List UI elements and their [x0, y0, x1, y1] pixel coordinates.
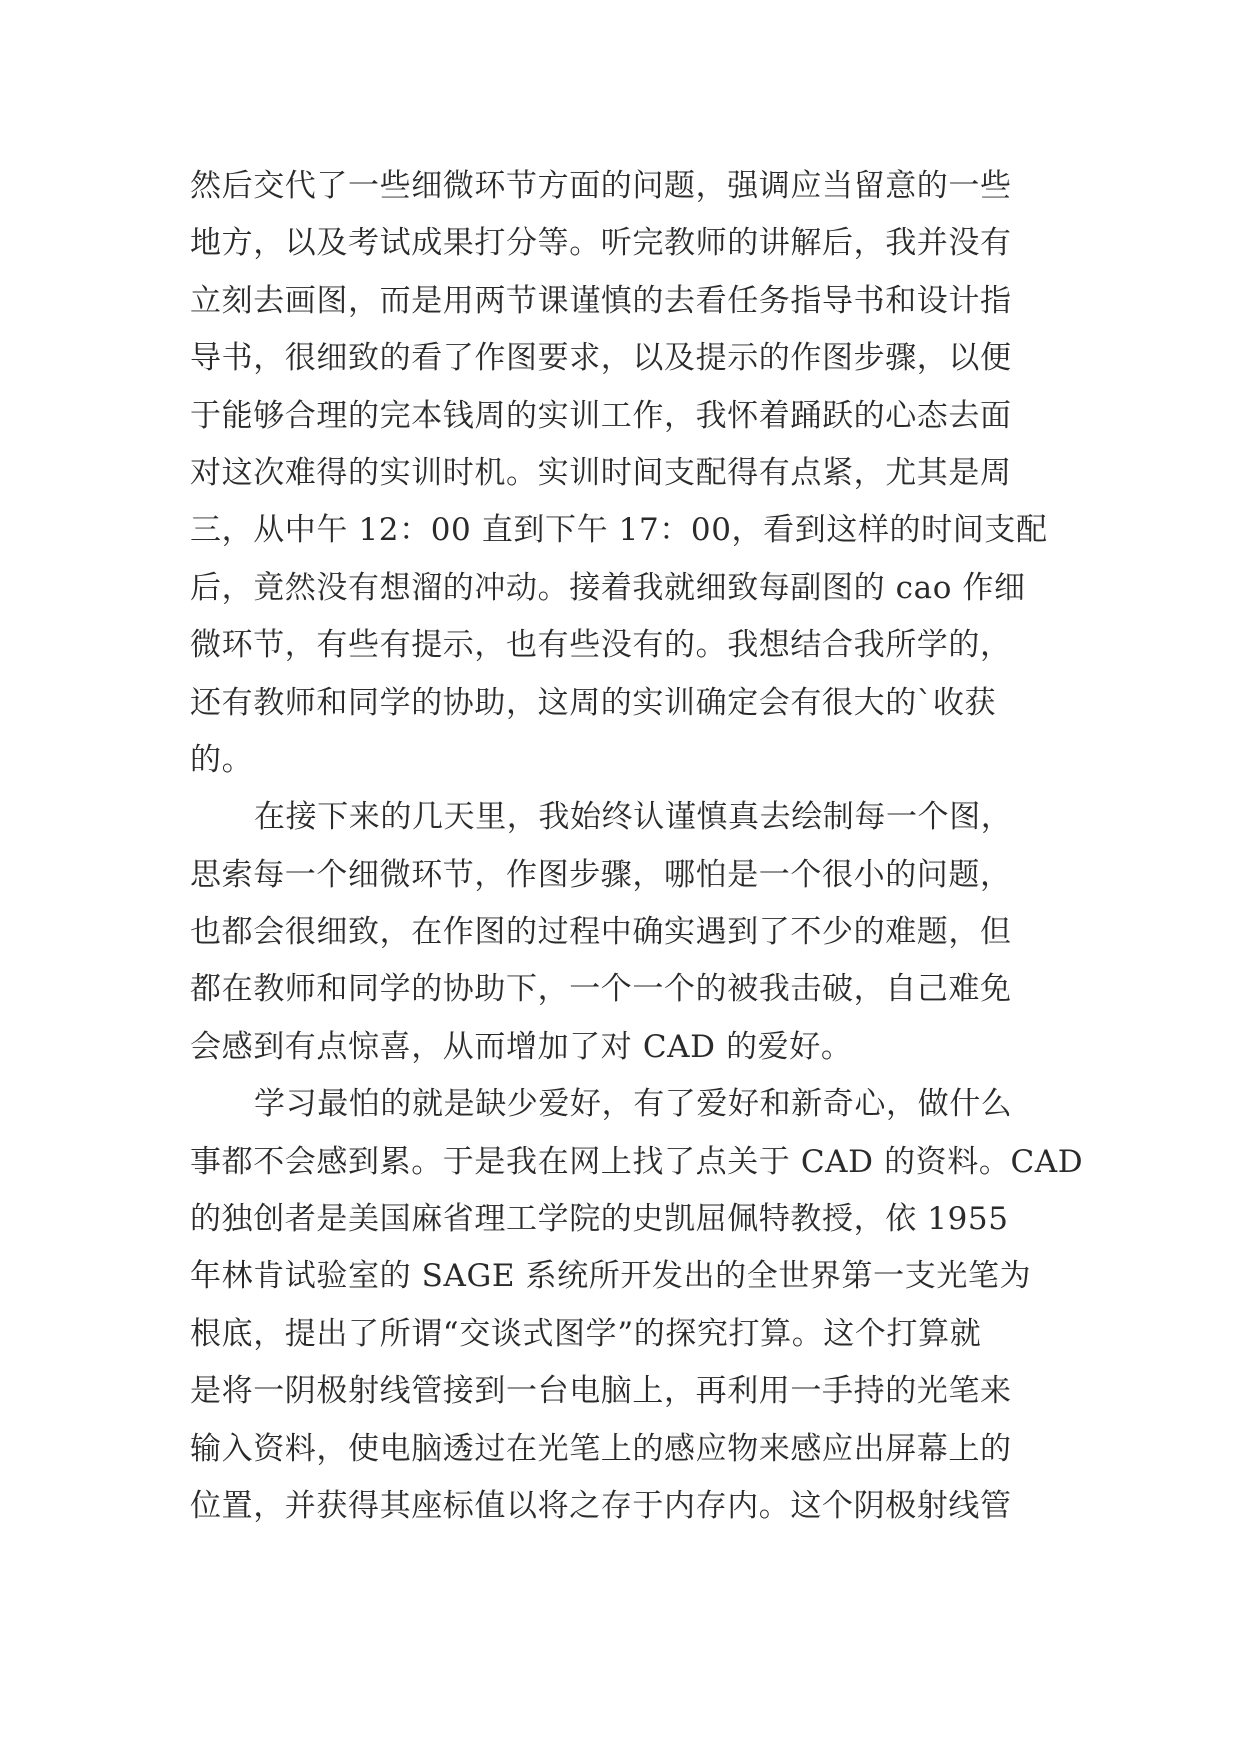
- paragraph-start-line: 学习最怕的就是缺少爱好，有了爱好和新奇心，做什么: [254, 1086, 1013, 1123]
- text-line: 年林肯试验室的 SAGE 系统所开发出的全世界第一支光笔为: [190, 1258, 1032, 1295]
- text-line: 后，竟然没有想溜的冲动。接着我就细致每副图的 cao 作细: [190, 569, 1026, 606]
- text-line: 然后交代了一些细微环节方面的问题，强调应当留意的一些: [190, 168, 1012, 204]
- text-line: 位置，并获得其座标值以将之存于内存内。这个阴极射线管: [190, 1487, 1012, 1524]
- text-line: 三，从中午 12：00 直到下午 17：00，看到这样的时间支配: [190, 512, 1048, 549]
- text-line: 都在教师和同学的协助下，一个一个的被我击破，自己难免: [190, 971, 1012, 1008]
- text-line: 输入资料，使电脑透过在光笔上的感应物来感应出屏幕上的: [190, 1430, 1012, 1467]
- text-line: 事都不会感到累。于是我在网上找了点关于 CAD 的资料。CAD: [190, 1143, 1084, 1180]
- text-line: 思索每一个细微环节，作图步骤，哪怕是一个很小的问题，: [190, 856, 1012, 893]
- text-line: 根底，提出了所谓“交谈式图学”的探究打算。这个打算就: [190, 1315, 982, 1352]
- text-line: 是将一阴极射线管接到一台电脑上，再利用一手持的光笔来: [190, 1373, 1012, 1410]
- text-line: 对这次难得的实训时机。实训时间支配得有点紧，尤其是周: [190, 454, 1012, 491]
- paragraph-start-line: 在接下来的几天里，我始终认谨慎真去绘制每一个图，: [254, 799, 1013, 836]
- text-line: 于能够合理的完本钱周的实训工作，我怀着踊跃的心态去面: [190, 397, 1012, 434]
- text-line: 还有教师和同学的协助，这周的实训确定会有很大的`收获: [190, 684, 997, 721]
- text-line: 微环节，有些有提示，也有些没有的。我想结合我所学的，: [190, 627, 1012, 664]
- text-line: 的。: [190, 741, 254, 778]
- text-line: 会感到有点惊喜，从而增加了对 CAD 的爱好。: [190, 1028, 853, 1065]
- body-text: [190, 158, 1084, 1535]
- text-line: 地方，以及考试成果打分等。听完教师的讲解后，我并没有: [190, 225, 1012, 262]
- text-line: 也都会很细致，在作图的过程中确实遇到了不少的难题，但: [190, 914, 1012, 951]
- text-line: 的独创者是美国麻省理工学院的史凯屈佩特教授，依 1955: [190, 1201, 1009, 1238]
- text-line: 导书，很细致的看了作图要求，以及提示的作图步骤，以便: [190, 340, 1012, 377]
- text-line: 立刻去画图，而是用两节课谨慎的去看任务指导书和设计指: [190, 282, 1012, 319]
